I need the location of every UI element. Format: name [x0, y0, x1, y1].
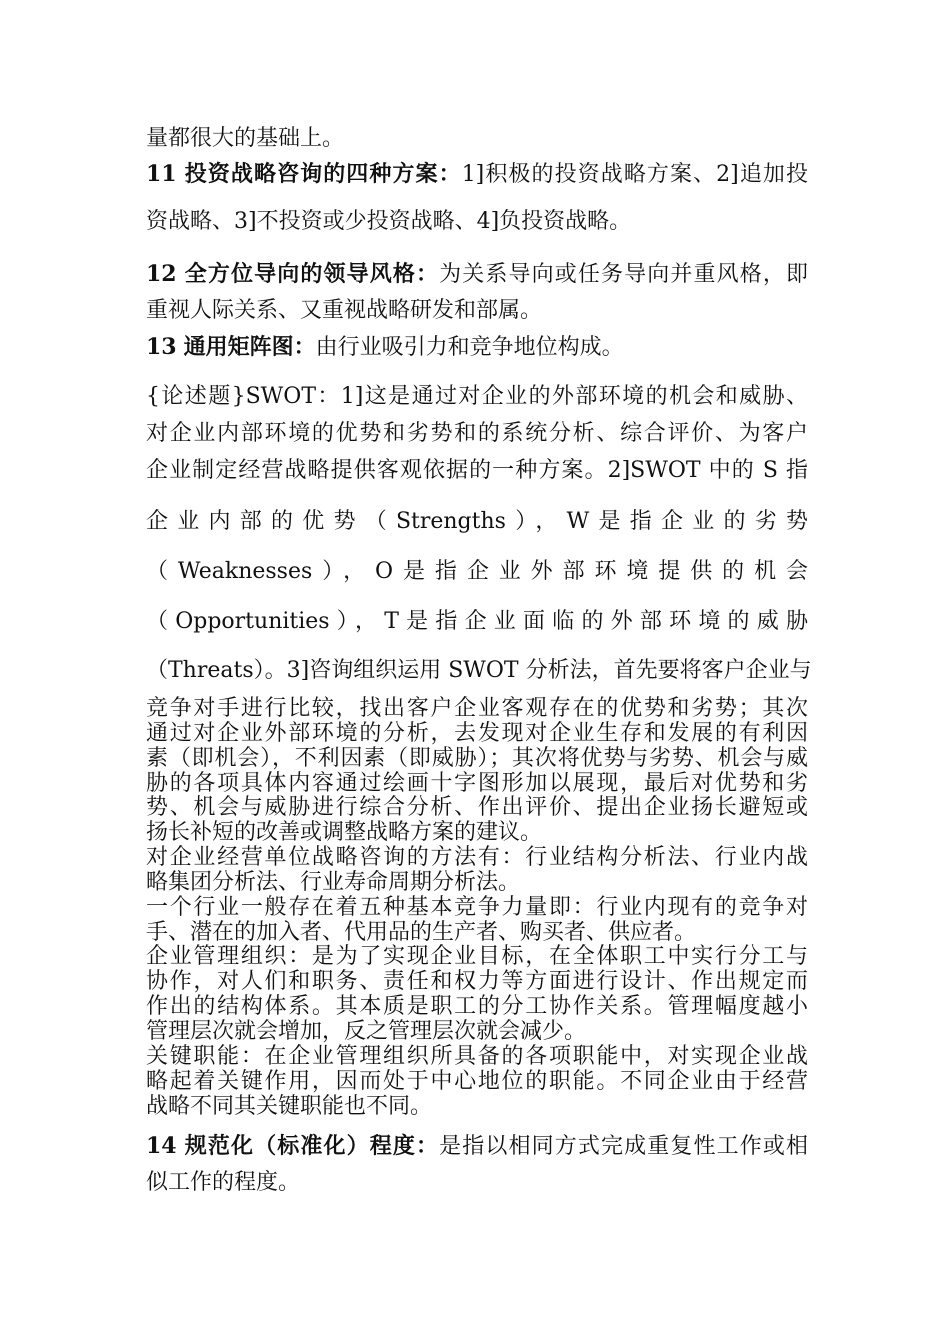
text-line: 企业管理组织：是为了实现企业目标，在全体职工中实行分工与 [146, 944, 808, 969]
text-line: 素（即机会），不利因素（即威胁）；其次将优势与劣势、机会与威 [146, 746, 808, 771]
text-line: 略集团分析法、行业寿命周期分析法。 [146, 870, 521, 895]
text-line: （Opportunities），T是指企业面临的外部环境的威胁 [146, 609, 808, 634]
text-line: 通过对企业外部环境的分析，去发现对企业生存和发展的有利因 [146, 721, 808, 746]
item-heading: 投资战略咨询的四种方案： [184, 161, 462, 187]
text-line: 资战略、3]不投资或少投资战略、4]负投资战略。 [146, 209, 632, 234]
text-line: 一个行业一般存在着五种基本竞争力量即：行业内现有的竞争对 [146, 895, 808, 920]
text-line: 关键职能：在企业管理组织所具备的各项职能中，对实现企业战 [146, 1044, 808, 1069]
text-line: 胁的各项具体内容通过绘画十字图形加以展现，最后对优势和劣 [146, 771, 808, 796]
text-line: 协作，对人们和职务、责任和权力等方面进行设计、作出规定而 [146, 969, 808, 994]
text-line: 量都很大的基础上。 [146, 126, 345, 151]
text-line: 势、机会与威胁进行综合分析、作出评价、提出企业扬长避短或 [146, 795, 808, 820]
item-14 [146, 1135, 808, 1158]
text-line: 手、潜在的加入者、代用品的生产者、购买者、供应者。 [146, 920, 697, 945]
text-line: （Weaknesses），O是指企业外部环境提供的机会 [146, 559, 808, 584]
text-line: {论述题}SWOT：1]这是通过对企业的外部环境的机会和威胁、 [146, 384, 808, 409]
item-heading: 全方位导向的领导风格： [184, 261, 440, 287]
item-text: 1]积极的投资战略方案、2]追加投 [461, 162, 808, 187]
text-line: 竞争对手进行比较，找出客户企业客观存在的优势和劣势；其次 [146, 696, 808, 721]
item-11 [146, 163, 808, 186]
item-number: 11 [146, 161, 177, 187]
text-line: 企业内部的优势（Strengths），W是指企业的劣势 [146, 509, 808, 534]
text-line: 重视人际关系、又重视战略研发和部属。 [146, 298, 543, 323]
item-13 [146, 336, 808, 359]
text-line: 略起着关键作用，因而处于中心地位的职能。不同企业由于经营 [146, 1069, 808, 1094]
item-number: 12 [146, 261, 177, 287]
text-line: 管理层次就会增加，反之管理层次就会减少。 [146, 1019, 587, 1044]
item-text: 是指以相同方式完成重复性工作或相 [439, 1134, 808, 1159]
text-line: 对企业经营单位战略咨询的方法有：行业结构分析法、行业内战 [146, 845, 808, 870]
text-line: 对企业内部环境的优势和劣势和的系统分析、综合评价、为客户 [146, 421, 808, 446]
text-line: 作出的结构体系。其本质是职工的分工协作关系。管理幅度越小 [146, 994, 808, 1019]
item-number: 14 [146, 1133, 177, 1159]
text-line: 战略不同其关键职能也不同。 [146, 1094, 433, 1119]
item-heading: 规范化（标准化）程度： [184, 1133, 440, 1159]
item-number: 13 [146, 334, 177, 360]
item-heading: 通用矩阵图： [183, 334, 316, 360]
text-line: 扬长补短的改善或调整战略方案的建议。 [146, 820, 543, 845]
text-line: （Threats）。3]咨询组织运用 SWOT 分析法，首先要将客户企业与 [146, 658, 812, 683]
text-line: 企业制定经营战略提供客观依据的一种方案。2]SWOT 中的 S 指 [146, 458, 808, 483]
text-line: 似工作的程度。 [146, 1170, 301, 1195]
item-text: 为关系导向或任务导向并重风格，即 [439, 262, 808, 287]
item-12 [146, 263, 808, 286]
item-text: 由行业吸引力和竞争地位构成。 [315, 335, 624, 360]
